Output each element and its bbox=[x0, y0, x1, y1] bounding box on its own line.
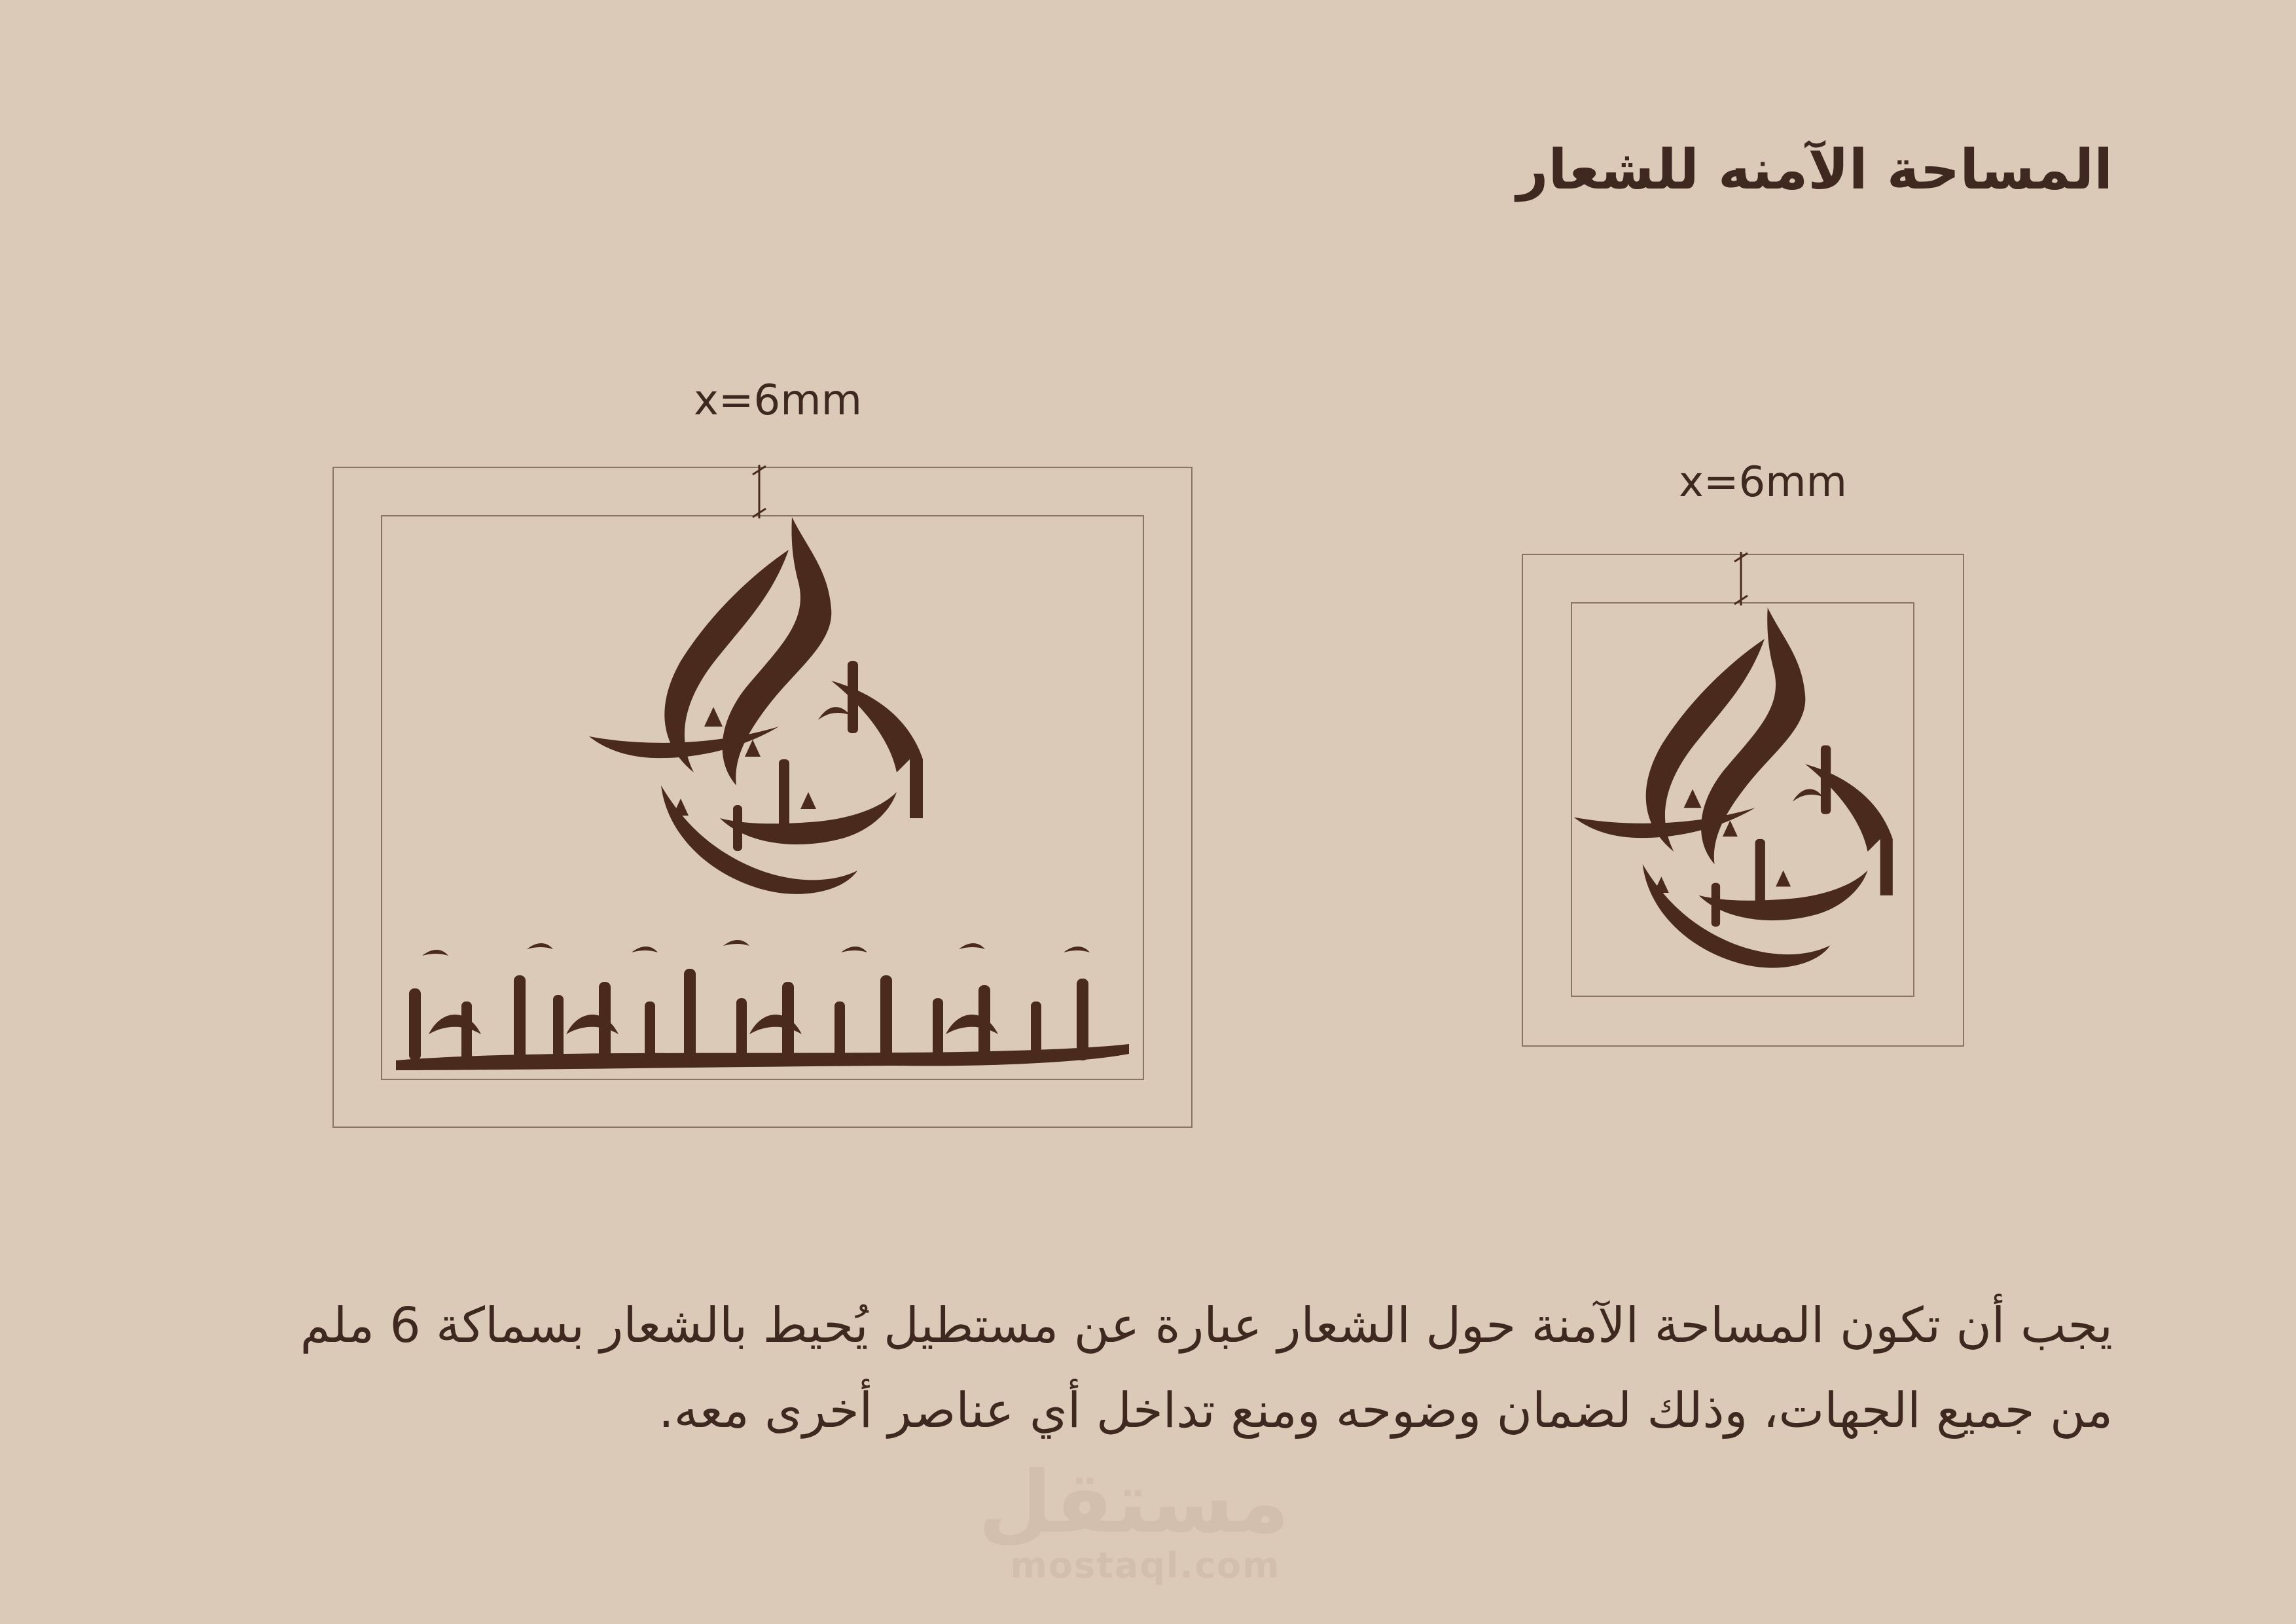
mostaql-watermark bbox=[978, 1453, 1289, 1586]
full-logo-emblem bbox=[583, 511, 949, 916]
safe-area-description bbox=[175, 1283, 2113, 1453]
watermark-latin: mostaql.com bbox=[1010, 1545, 1281, 1586]
icon-logo-dimension-label: x=6mm bbox=[1679, 458, 1847, 507]
description-line-2: من جميع الجهات، وذلك لضمان وضوحه ومنع تداخل أي عناصر أخرى معه. bbox=[658, 1382, 2113, 1439]
full-logo-wordmark bbox=[383, 936, 1142, 1083]
full-logo-dimension-label: x=6mm bbox=[694, 376, 862, 425]
description-line-1: يجب أن تكون المساحة الآمنة حول الشعار عبارة عن مستطيل يُحيط بالشعار بسماكة 6 ملم bbox=[300, 1297, 2113, 1354]
watermark-arabic: مستقل bbox=[978, 1453, 1289, 1552]
page-title: المساحة الآمنه للشعار bbox=[1516, 137, 2113, 202]
icon-logo-emblem bbox=[1568, 599, 1918, 992]
